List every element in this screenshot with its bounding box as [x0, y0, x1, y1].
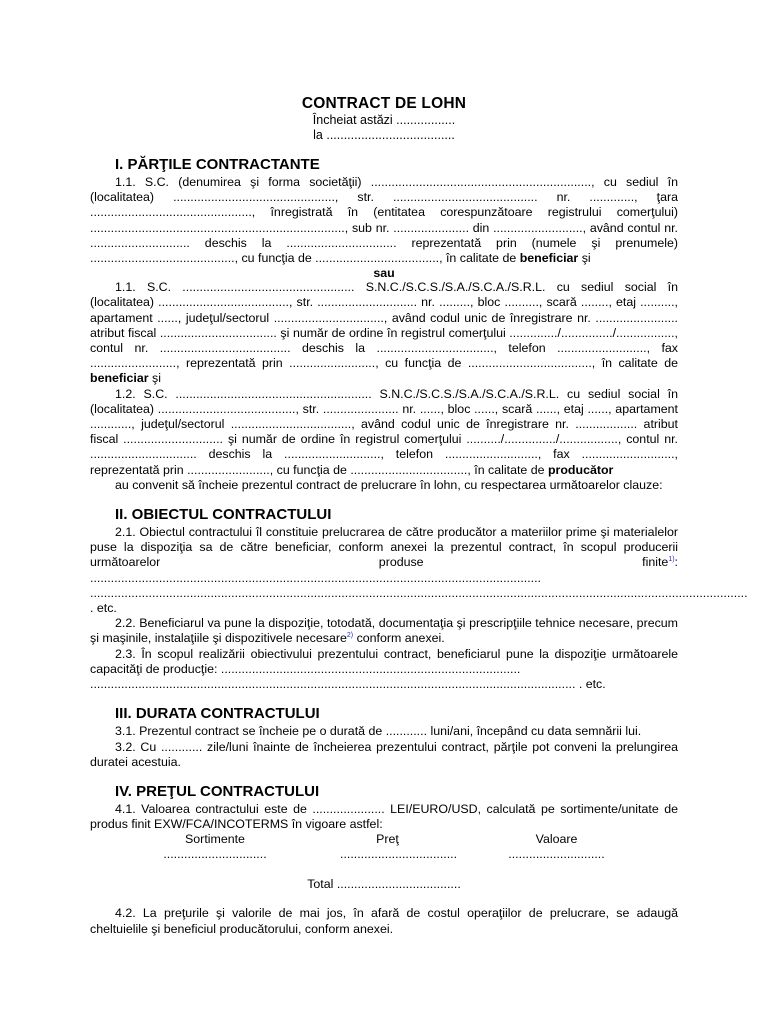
cell-sortimente: .............................. — [163, 847, 267, 862]
col-header-pret: Preţ — [376, 832, 399, 847]
or-separator: sau — [373, 266, 395, 281]
section-heading-parties: I. PĂRŢILE CONTRACTANTE — [115, 156, 320, 173]
role-beneficiar-2: beneficiar — [90, 371, 149, 386]
cell-valoare: ............................ — [508, 847, 605, 862]
role-producator: producător — [547, 462, 614, 477]
footnote-ref-2[interactable]: 2) — [346, 632, 354, 640]
clause-1-1-beneficiary: 1.1. S.C. (denumirea şi forma societăţii) ................................................................, cu sediul în (localitatea) ..............................................., str. .......................................... nr. ............., ţara ..............................................., înregistrată în (entitatea corespunzătoare registrului comerţului) .........................................................................., sub nr. ...................... din .........................., având contul nr. ............................. deschis la ................................ reprezentată prin (numele şi prenumele) .........................................., cu funcţia de ...................................., în calitate de beneficiar şi — [90, 175, 678, 266]
clause-3-2: 3.2. Cu ............ zile/luni înainte de încheierea prezentului contract, părţile pot conveni la prelungirea duratei acestuia. — [90, 739, 678, 769]
clause-2-2: 2.2. Beneficiarul va pune la dispoziţie, totodată, documentaţia şi prescripţiile tehnice necesare, precum şi maşinile, instalaţiile şi dispozitivele necesare$^{2)}$ conform anexei. — [90, 616, 678, 646]
clause-4-1: 4.1. Valoarea contractului este de ..................... LEI/EURO/USD, calculată pe sortimente/unitate de produs finit EXW/FCA/INCOTERMS în vigoare astfel: — [90, 801, 678, 832]
date-line: Încheiat astăzi ................. — [312, 113, 456, 127]
clause-2-3-continuation: ............................................................................................................................................. . etc. — [90, 677, 606, 692]
clause-4-2: 4.2. La preţurile şi valorile de mai jos, în afară de costul operaţiilor de prelucrare, se adaugă cheltuielile şi beneficiul producătorului, conform anexei. — [90, 906, 678, 936]
clause-2-3: 2.3. În scopul realizării obiectivului prezentului contract, beneficiarul pune la dispoziţie următoarele capacităţi de producţie: ....................................................................................... — [90, 646, 678, 676]
place-line: la ..................................... — [313, 128, 455, 142]
col-header-valoare: Valoare — [535, 832, 578, 847]
clause-3-1: 3.1. Prezentul contract se încheie pe o durată de ............ luni/ani, începând cu data semnării lui. — [115, 724, 642, 739]
price-table-row — [90, 847, 678, 862]
col-header-sortimente: Sortimente — [185, 832, 245, 847]
price-total: Total .................................... — [307, 877, 461, 892]
section-heading-object: II. OBIECTUL CONTRACTULUI — [115, 506, 332, 524]
role-beneficiar: beneficiar — [519, 251, 579, 266]
clause-1-2-producer: 1.2. S.C. ......................................................... S.N.C./S.C.S./S.A./S.C.A./S.R.L. cu sediul social în (localitatea) ........................................, str. ...................... nr. ......, bloc ......, scară ......, etaj ......, apartament ............, judeţul/sectorul ..................................., având codul unic de înregistrare nr. .................. atribut fiscal ............................. şi număr de ordine în registrul comerţului ........../.............../................., contul nr. ............................... deschis la ............................, telefon ..........................., fax ..........................., reprezentată prin ........................, cu funcţia de .................................., în calitate de producător — [90, 386, 678, 477]
contract-page — [90, 94, 748, 937]
section-heading-duration: III. DURATA CONTRACTULUI — [115, 705, 320, 723]
document-title: CONTRACT DE LOHN — [301, 95, 467, 112]
agreement-statement: au convenit să încheie prezentul contract de prelucrare în lohn, cu respectarea următoarelor clauze: — [115, 477, 663, 492]
section-heading-price: IV. PREŢUL CONTRACTULUI — [115, 782, 320, 800]
price-table-header — [90, 832, 678, 847]
footnote-ref-1[interactable]: 1) — [668, 556, 675, 564]
clause-2-1: 2.1. Obiectul contractului îl constituie prelucrarea de către producător a materiilor prime şi materialelor puse la dispoziţia sa de către beneficiar, conform anexei la prezentul contract, în scopul producerii următoarelor produse finite$^{1)}$: ................................................................................................................................... ............................................................................................................................................................................................... . etc. — [90, 525, 748, 616]
cell-pret: .................................. — [340, 847, 458, 862]
clause-1-1-alt-beneficiary: 1.1. S.C. .................................................. S.N.C./S.C.S./S.A./S.C.A./S.R.L. cu sediul social în (localitatea) ......................................, str. ............................. nr. ........., bloc .........., scară ........, etaj .........., apartament ......, judeţul/sectorul ................................, având codul unic de înregistrare nr. ........................ atribut fiscal .................................. şi număr de ordine în registrul comerţului ............../.............../................., contul nr. ...................................... deschis la .................................., telefon .........................., fax ........................., reprezentată prin ........................., cu funcţia de ...................................., în calitate de beneficiar şi — [90, 280, 678, 386]
